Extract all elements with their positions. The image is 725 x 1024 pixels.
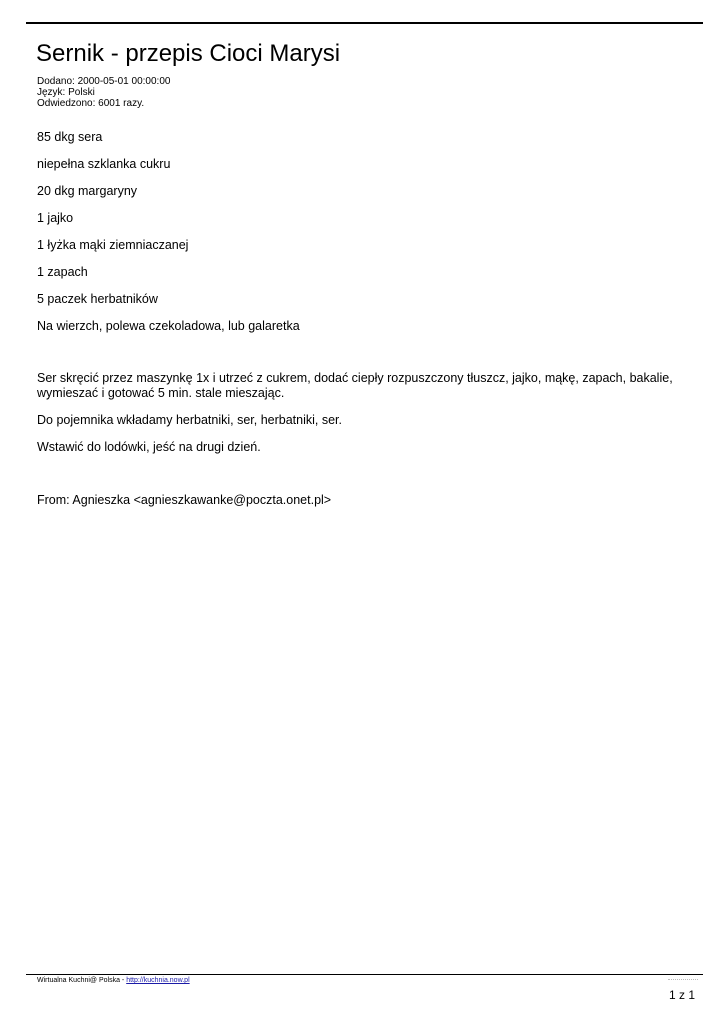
- footer: [37, 976, 190, 985]
- instructions: [37, 371, 687, 467]
- ingredient-item: 1 zapach: [37, 265, 88, 279]
- page-title: Sernik - przepis Cioci Marysi: [36, 40, 341, 67]
- meta-visited: Odwiedzono: 6001 razy.: [37, 98, 145, 109]
- ingredient-item: 20 dkg margaryny: [37, 184, 138, 198]
- recipe-author: From: Agnieszka <agnieszkawanke@poczta.onet.pl>: [37, 493, 332, 507]
- footer-divider: [26, 974, 703, 975]
- meta-language: Język: Polski: [37, 87, 95, 98]
- ingredients-list: [37, 129, 300, 345]
- footer-mark: [668, 979, 698, 980]
- ingredient-item: 5 paczek herbatników: [37, 292, 158, 306]
- meta-added: Dodano: 2000-05-01 00:00:00: [37, 76, 171, 87]
- instruction-paragraph: Do pojemnika wkładamy herbatniki, ser, herbatniki, ser.: [37, 413, 343, 427]
- ingredient-item: 1 łyżka mąki ziemniaczanej: [37, 238, 189, 252]
- footer-site-name: Wirtualna Kuchni@ Polska -: [37, 977, 127, 984]
- recipe-meta: [37, 76, 170, 109]
- page-number: 1 z 1: [668, 988, 695, 1002]
- instruction-paragraph: Wstawić do lodówki, jeść na drugi dzień.: [37, 440, 261, 454]
- ingredient-item: Na wierzch, polewa czekoladowa, lub galaretka: [37, 319, 300, 333]
- ingredient-item: 1 jajko: [37, 211, 74, 225]
- instruction-paragraph: Ser skręcić przez maszynkę 1x i utrzeć z cukrem, dodać ciepły rozpuszczony tłuszcz, jajko, mąkę, zapach, bakalie, wymieszać i gotować 5 min. stale mieszając.: [37, 371, 673, 400]
- ingredient-item: niepełna szklanka cukru: [37, 157, 171, 171]
- footer-site-link[interactable]: http://kuchnia.now.pl: [126, 977, 190, 984]
- top-divider: [26, 22, 703, 24]
- ingredient-item: 85 dkg sera: [37, 130, 103, 144]
